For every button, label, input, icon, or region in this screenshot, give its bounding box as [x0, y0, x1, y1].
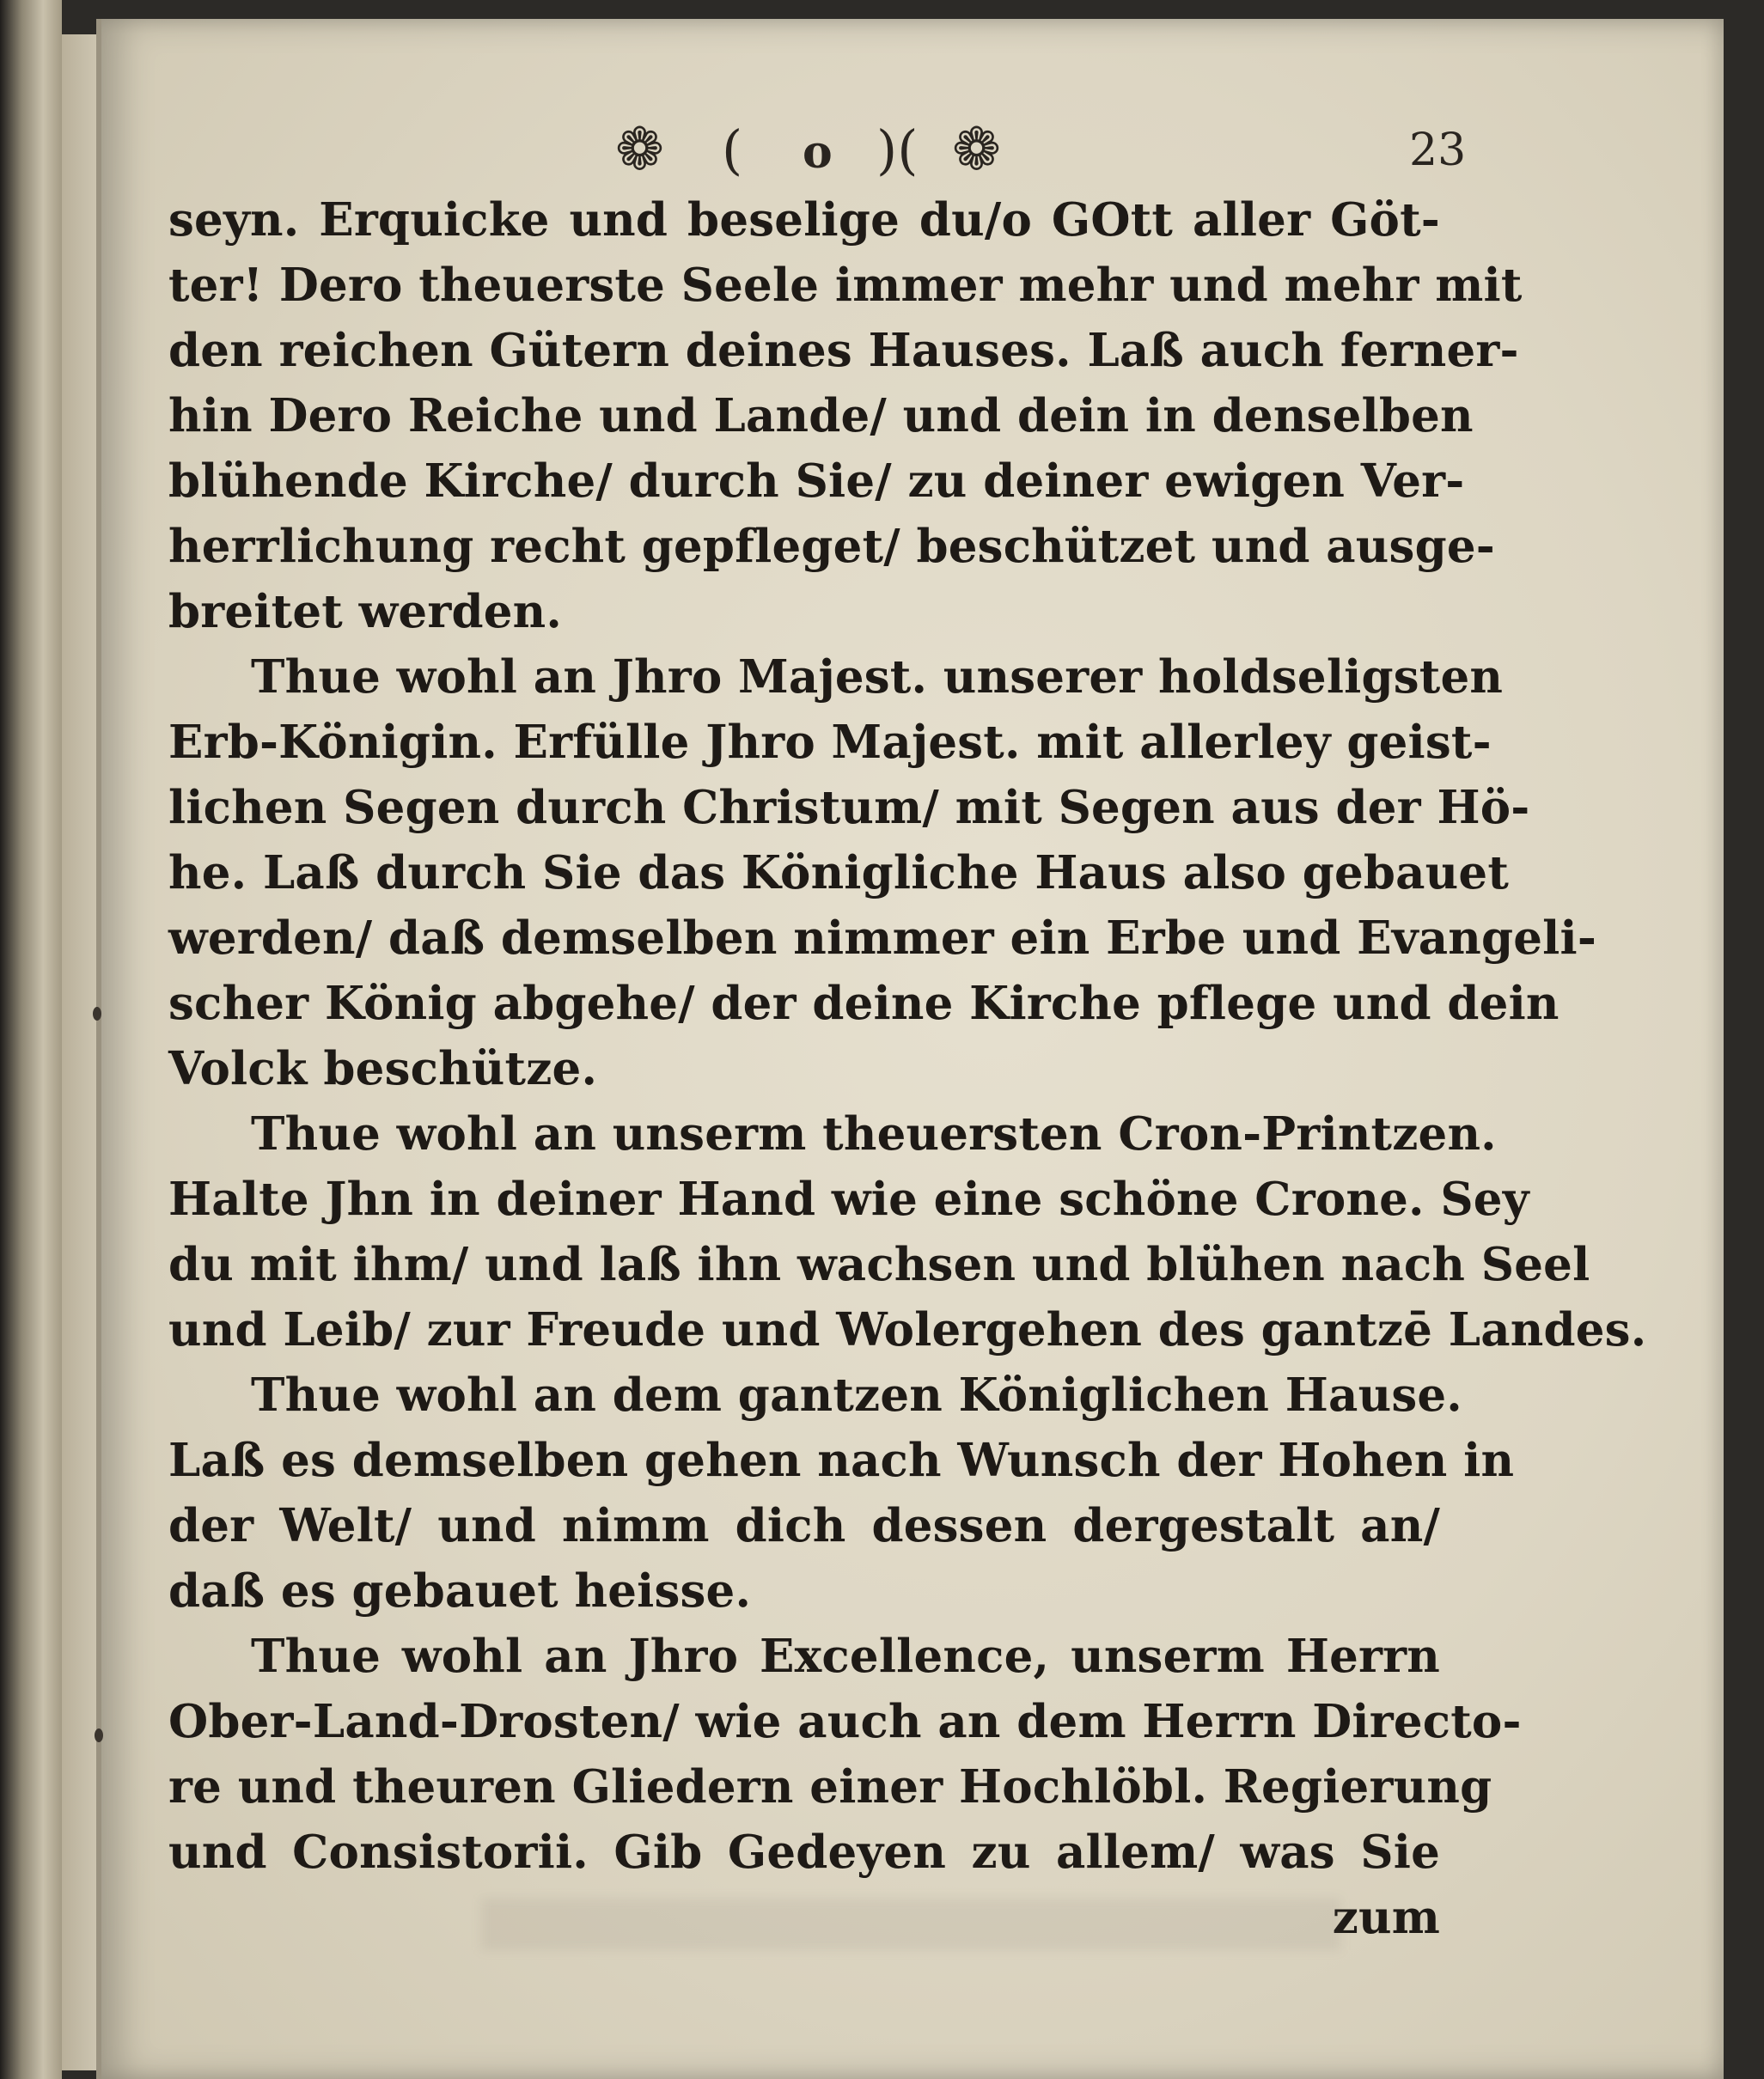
binding-mark [93, 1007, 101, 1021]
flower-ornament-icon: ❁ [615, 116, 664, 184]
text-line: werden/ daß demselben nimmer ein Erbe und Evangeli- [168, 911, 1597, 965]
text-line: der Welt/ und nimm dich dessen dergestalt an/ [168, 1499, 1440, 1552]
binding-mark [95, 1728, 103, 1742]
text-line: du mit ihm/ und laß ihn wachsen und blühen nach Seel [168, 1238, 1590, 1291]
text-line: Thue wohl an unserm theuersten Cron-Printzen. [251, 1107, 1497, 1161]
text-line: blühende Kirche/ durch Sie/ zu deiner ewigen Ver- [168, 454, 1465, 508]
text-line: Halte Jhn in deiner Hand wie eine schöne Crone. Sey [168, 1173, 1529, 1226]
header-center-mark: o [803, 126, 833, 179]
text-line: daß es gebauet heisse. [168, 1564, 752, 1618]
text-line: den reichen Gütern deines Hauses. Laß auch ferner- [168, 324, 1519, 377]
text-line: breitet werden. [168, 585, 563, 638]
text-line: zum [1332, 1891, 1440, 1944]
text-line: lichen Segen durch Christum/ mit Segen aus der Hö- [168, 781, 1530, 834]
text-line: und Leib/ zur Freude und Wolergehen des gantzē Landes. [168, 1303, 1647, 1357]
text-line: hin Dero Reiche und Lande/ und dein in denselben [168, 389, 1474, 442]
flower-ornament-icon: ❁ [952, 116, 1001, 184]
text-line: Thue wohl an Jhro Majest. unserer holdseligsten [251, 650, 1504, 704]
text-line: herrlichung recht gepfleget/ beschützet und ausge- [168, 520, 1495, 573]
running-header [172, 112, 1467, 189]
show-through-bleed [481, 1899, 1340, 1950]
text-line: Thue wohl an Jhro Excellence, unserm Herrn [251, 1630, 1440, 1683]
body-text [168, 187, 1647, 1950]
text-line: ter! Dero theuerste Seele immer mehr und mehr mit [168, 259, 1523, 312]
page-number: 23 [1409, 125, 1467, 176]
text-line: Erb-Königin. Erfülle Jhro Majest. mit allerley geist- [168, 716, 1492, 769]
text-line: und Consistorii. Gib Gedeyen zu allem/ was Sie [168, 1826, 1440, 1879]
text-line: he. Laß durch Sie das Königliche Haus also gebauet [168, 846, 1510, 899]
text-line: Volck beschütze. [168, 1042, 598, 1095]
text-line: scher König abgehe/ der deine Kirche pflege und dein [168, 977, 1560, 1030]
text-line: seyn. Erquicke und beselige du/o GOtt aller Göt- [168, 193, 1440, 247]
text-line: Laß es demselben gehen nach Wunsch der Hohen in [168, 1434, 1515, 1487]
text-line: Ober-Land-Drosten/ wie auch an dem Herrn Directo- [168, 1695, 1522, 1748]
book-spine [0, 0, 62, 2079]
text-line: Thue wohl an dem gantzen Königlichen Hause. [251, 1369, 1462, 1422]
header-paren-right: )( [876, 119, 919, 181]
header-paren-left: ( [722, 119, 743, 181]
text-line: re und theuren Gliedern einer Hochlöbl. Regierung [168, 1760, 1492, 1814]
